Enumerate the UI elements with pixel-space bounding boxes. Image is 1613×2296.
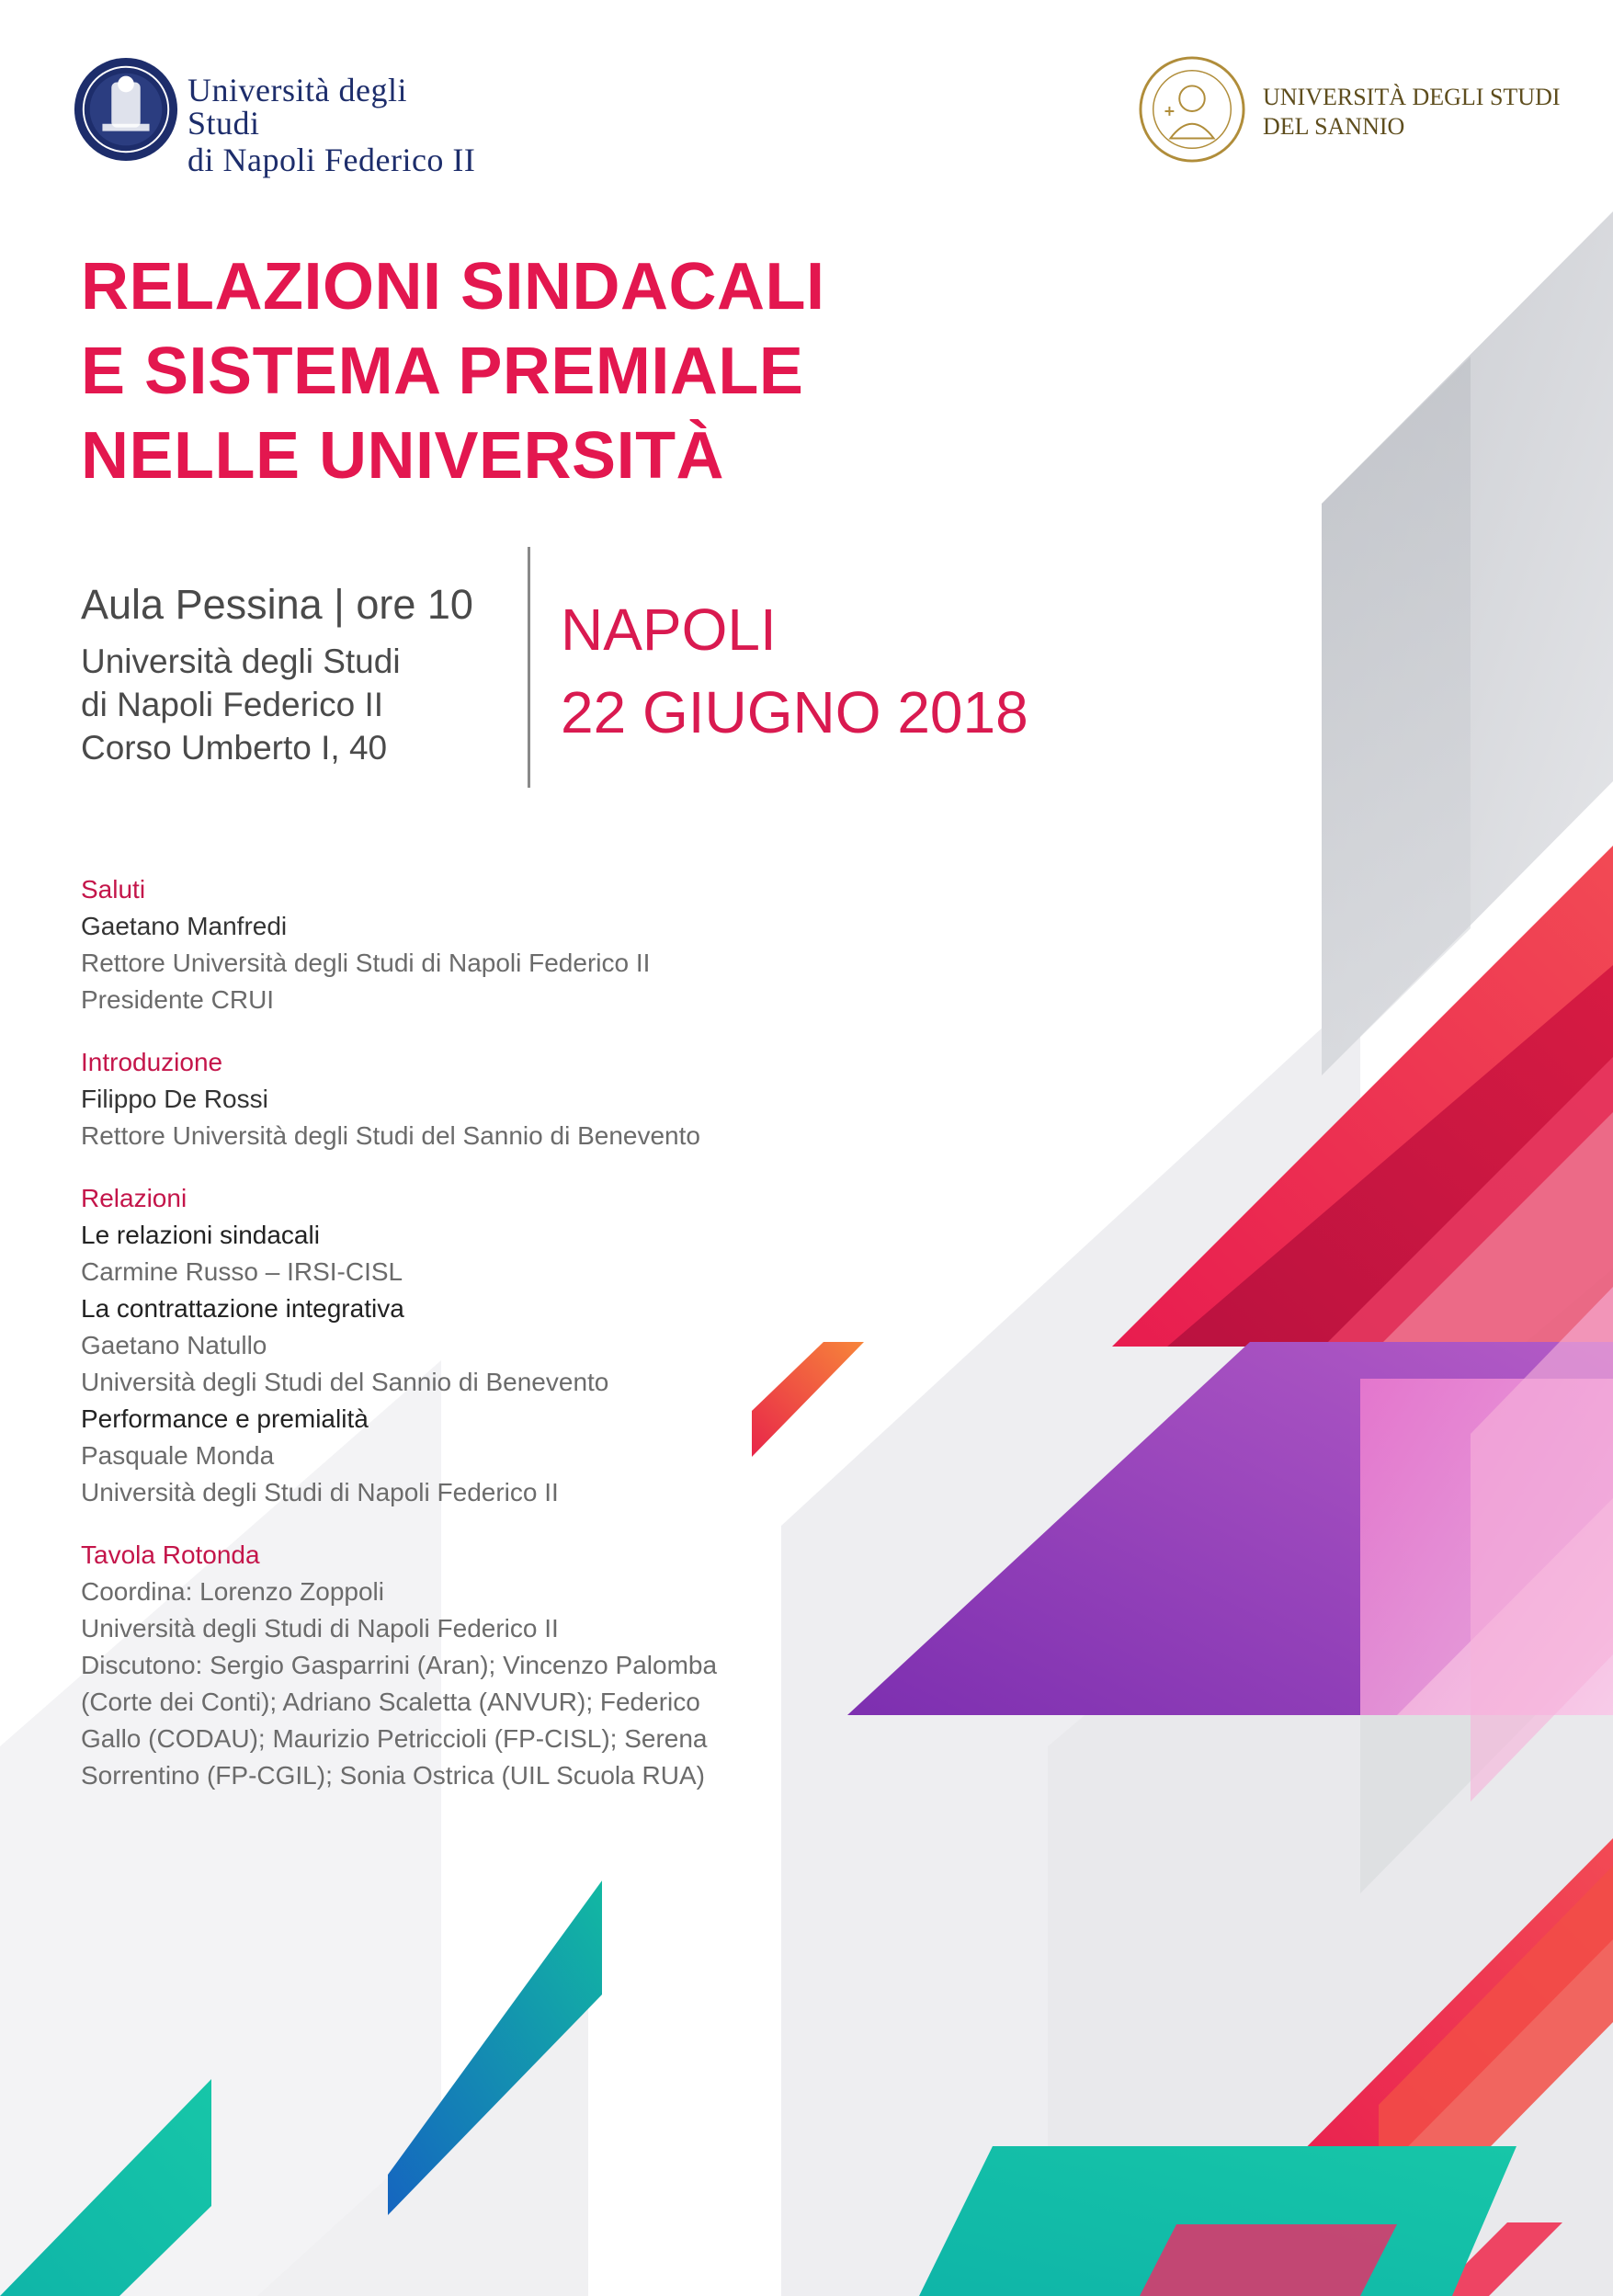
sannio-name-line2: DEL SANNIO bbox=[1263, 113, 1405, 140]
talk-affiliation: Università degli Studi di Napoli Federico II bbox=[81, 1478, 559, 1506]
venue-line2: Università degli Studi bbox=[81, 642, 401, 680]
venue-line3: di Napoli Federico II bbox=[81, 686, 384, 723]
round-table-panelists: (Corte dei Conti); Adriano Scaletta (ANVUR); Federico bbox=[81, 1688, 700, 1716]
federico-ii-logo bbox=[72, 51, 476, 178]
round-table-panelists: Discutono: Sergio Gasparrini (Aran); Vincenzo Palomba bbox=[81, 1651, 718, 1679]
talk-speaker: Gaetano Natullo bbox=[81, 1331, 267, 1359]
section-heading: Saluti bbox=[81, 875, 146, 904]
event-title-line3: NELLE UNIVERSITÀ bbox=[81, 419, 725, 493]
section-relazioni bbox=[81, 1180, 798, 1511]
sannio-logo bbox=[1138, 55, 1561, 165]
section-heading: Relazioni bbox=[81, 1184, 187, 1212]
talk-affiliation: Università degli Studi del Sannio di Benevento bbox=[81, 1368, 609, 1396]
speaker-role: Presidente CRUI bbox=[81, 985, 275, 1014]
speaker-name: Gaetano Manfredi bbox=[81, 912, 288, 940]
round-table-coordinator-affiliation: Università degli Studi di Napoli Federico II bbox=[81, 1614, 559, 1642]
section-introduzione bbox=[81, 1044, 798, 1154]
federico-ii-name-line1: Università degli Studi bbox=[187, 72, 407, 142]
talk-speaker: Carmine Russo – IRSI-CISL bbox=[81, 1257, 403, 1286]
talk-title: Performance e premialità bbox=[81, 1404, 369, 1433]
round-table-panelists: Gallo (CODAU); Maurizio Petriccioli (FP-CISL); Serena bbox=[81, 1724, 708, 1753]
sannio-seal-icon bbox=[1138, 55, 1246, 164]
federico-ii-name-line2: di Napoli Federico II bbox=[187, 142, 476, 178]
sannio-name-line1: UNIVERSITÀ DEGLI STUDI bbox=[1263, 84, 1561, 110]
event-title bbox=[81, 244, 824, 498]
event-title-line2: E SISTEMA PREMIALE bbox=[81, 335, 804, 408]
section-saluti bbox=[81, 871, 798, 1018]
federico-ii-seal-icon bbox=[72, 55, 180, 164]
talk-speaker: Pasquale Monda bbox=[81, 1441, 275, 1470]
event-city-date bbox=[561, 588, 1028, 754]
program bbox=[81, 871, 798, 1820]
speaker-role: Rettore Università degli Studi del Sannio di Benevento bbox=[81, 1121, 700, 1150]
event-title-line1: RELAZIONI SINDACALI bbox=[81, 250, 825, 324]
speaker-name: Filippo De Rossi bbox=[81, 1085, 268, 1113]
talk-title: La contrattazione integrativa bbox=[81, 1294, 404, 1323]
venue-room-time: Aula Pessina | ore 10 bbox=[81, 581, 473, 628]
venue-address: Corso Umberto I, 40 bbox=[81, 729, 388, 767]
event-date: 22 GIUGNO 2018 bbox=[561, 679, 1028, 745]
round-table-coordinator: Coordina: Lorenzo Zoppoli bbox=[81, 1577, 384, 1606]
round-table-panelists: Sorrentino (FP-CGIL); Sonia Ostrica (UIL Scuola RUA) bbox=[81, 1761, 705, 1790]
section-tavola-rotonda bbox=[81, 1537, 798, 1794]
talk-title: Le relazioni sindacali bbox=[81, 1221, 320, 1249]
venue-info bbox=[81, 579, 473, 769]
section-heading: Introduzione bbox=[81, 1048, 223, 1076]
speaker-role: Rettore Università degli Studi di Napoli Federico II bbox=[81, 949, 651, 977]
event-city: NAPOLI bbox=[561, 597, 777, 663]
section-heading: Tavola Rotonda bbox=[81, 1540, 260, 1569]
venue-divider bbox=[528, 547, 530, 788]
